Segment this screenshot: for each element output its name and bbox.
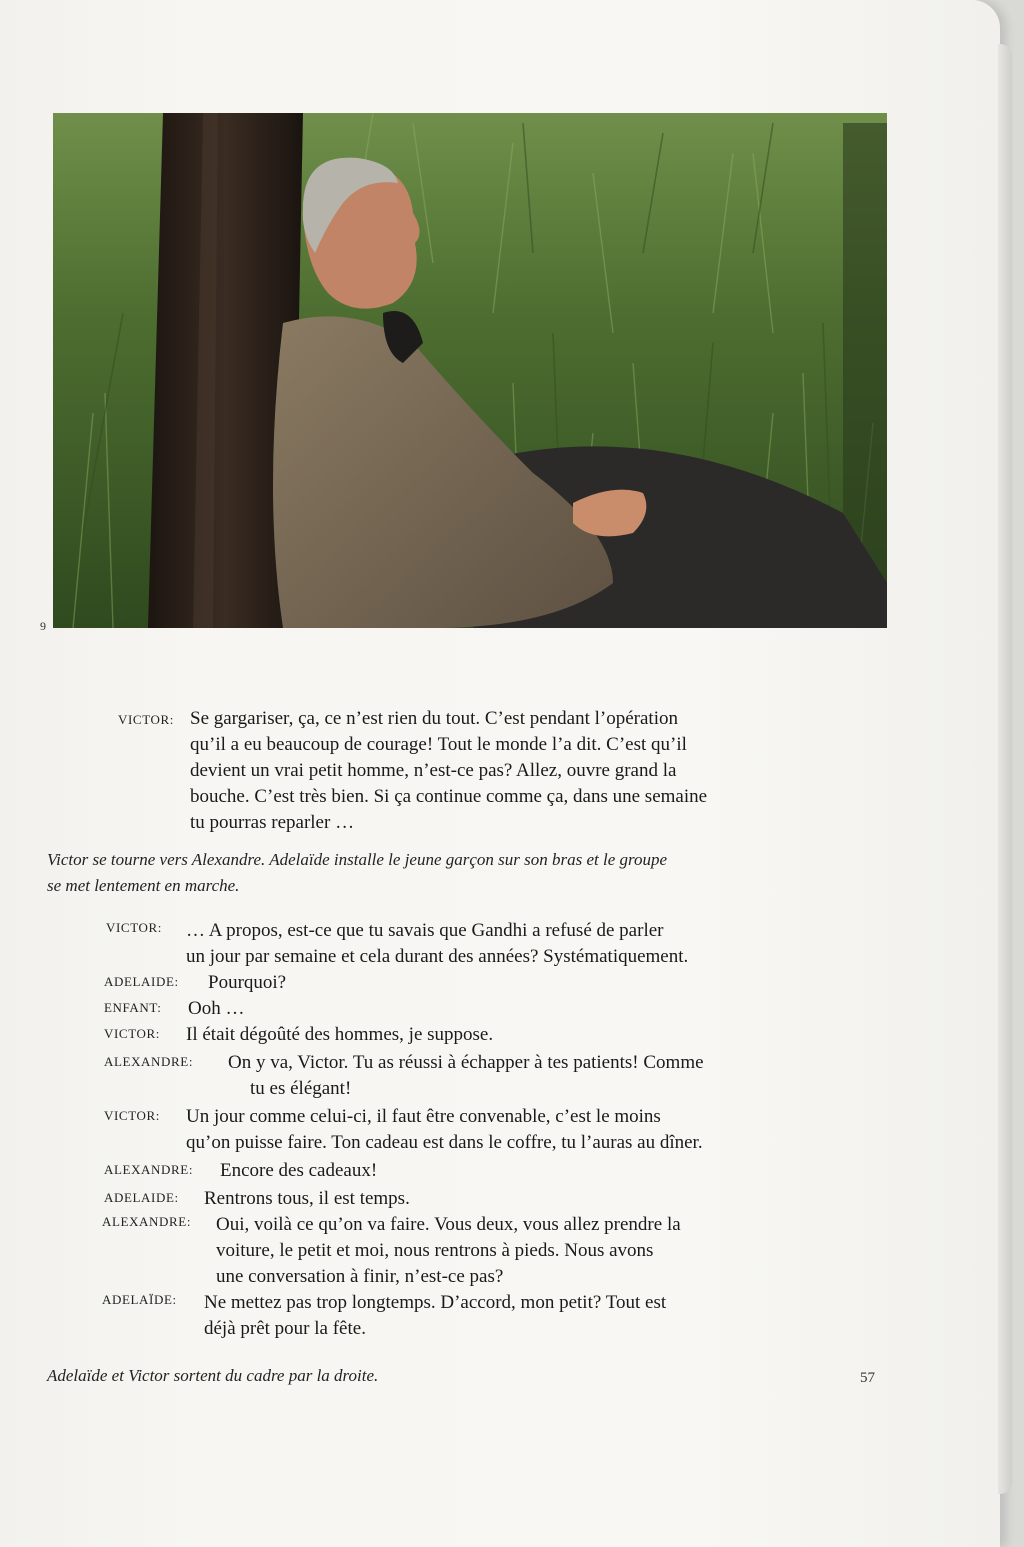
dialogue-line: voiture, le petit et moi, nous rentrons à pieds. Nous avons [216, 1240, 654, 1261]
dialogue-line: devient un vrai petit homme, n’est-ce pas? Allez, ouvre grand la [190, 760, 677, 781]
speaker-label: ALEXANDRE: [104, 1162, 194, 1177]
dialogue-line: tu es élégant! [250, 1078, 352, 1099]
speaker-label: ADELAIDE: [104, 974, 179, 989]
dialogue-line: Un jour comme celui-ci, il faut être convenable, c’est le moins [186, 1106, 661, 1127]
speaker-label: ADELAIDE: [104, 1190, 179, 1205]
dialogue-line: Il était dégoûté des hommes, je suppose. [186, 1024, 494, 1045]
dialogue-line: une conversation à finir, n’est-ce pas? [216, 1266, 504, 1287]
page-stack-edge [998, 44, 1012, 1494]
stage-direction: se met lentement en marche. [47, 876, 240, 895]
dialogue-line: Encore des cadeaux! [220, 1160, 378, 1181]
stage-direction: Adelaïde et Victor sortent du cadre par la droite. [47, 1366, 379, 1385]
speaker-label: ENFANT: [104, 1000, 162, 1015]
dialogue-line: tu pourras reparler … [190, 812, 355, 833]
page-number: 57 [860, 1370, 875, 1386]
dialogue-line: Ne mettez pas trop longtemps. D’accord, mon petit? Tout est [204, 1292, 667, 1313]
dialogue-line: Pourquoi? [208, 972, 287, 993]
dialogue-line: On y va, Victor. Tu as réussi à échapper à tes patients! Comme [228, 1052, 704, 1073]
speaker-label: ADELAÏDE: [102, 1292, 177, 1307]
figure-number: 9 [40, 619, 46, 633]
speaker-label: VICTOR: [104, 1108, 160, 1123]
dialogue-line: un jour par semaine et cela durant des années? Systématiquement. [186, 946, 689, 967]
dialogue-line: Se gargariser, ça, ce n’est rien du tout. C’est pendant l’opération [190, 708, 678, 729]
dialogue-line: … A propos, est-ce que tu savais que Gandhi a refusé de parler [186, 920, 664, 941]
speaker-label: VICTOR: [118, 712, 174, 727]
speaker-label: VICTOR: [104, 1026, 160, 1041]
dialogue-line: déjà prêt pour la fête. [204, 1318, 366, 1339]
dialogue-line: Rentrons tous, il est temps. [204, 1188, 410, 1209]
dialogue-line: Oui, voilà ce qu’on va faire. Vous deux, vous allez prendre la [216, 1214, 681, 1235]
speaker-label: VICTOR: [106, 920, 162, 935]
dialogue-line: qu’il a eu beaucoup de courage! Tout le monde l’a dit. C’est qu’il [190, 734, 687, 755]
stage-direction: Victor se tourne vers Alexandre. Adelaïde installe le jeune garçon sur son bras et le groupe [47, 850, 668, 869]
dialogue-line: qu’on puisse faire. Ton cadeau est dans le coffre, tu l’auras au dîner. [186, 1132, 703, 1153]
dialogue-line: Ooh … [188, 998, 245, 1019]
speaker-label: ALEXANDRE: [104, 1054, 194, 1069]
dialogue-line: bouche. C’est très bien. Si ça continue comme ça, dans une semaine [190, 786, 708, 807]
speaker-label: ALEXANDRE: [102, 1214, 192, 1229]
